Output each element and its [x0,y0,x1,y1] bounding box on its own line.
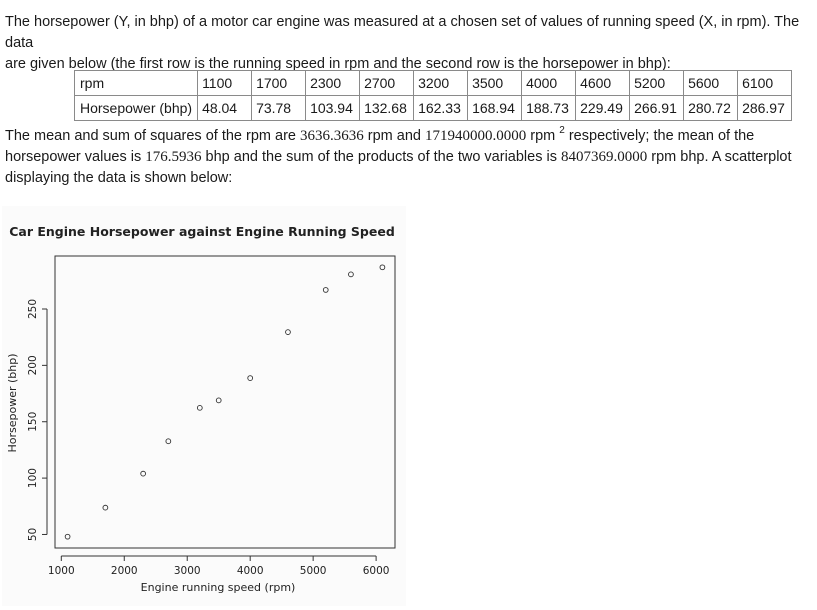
stats-text-3: rpm [526,128,560,144]
y-tick-label: 150 [27,411,39,432]
axes [27,299,389,577]
data-point [103,505,108,510]
scatterplot [2,206,406,606]
x-tick-label: 2000 [110,565,138,577]
rpm-row-label: rpm [75,71,198,96]
data-table [74,70,792,121]
y-tick-label: 250 [27,298,39,320]
stats-text-5: horsepower values is [5,149,146,165]
data-point [141,471,146,476]
stats-text-8: displaying the data is shown below: [5,170,233,186]
scatterplot-svg [2,206,406,606]
intro-line-1: The horsepower (Y, in bhp) of a motor car engine was measured at a chosen set of values of running speed (X, in rpm). The data [5,14,800,51]
rpm-cell: 3500 [468,71,522,96]
exponent: 2 [559,125,565,137]
horsepower-cell: 229.49 [576,96,630,121]
rpm-cell: 1100 [198,71,252,96]
data-point [216,398,221,403]
stats-text-6: bhp and the sum of the products of the two variables is [201,149,561,165]
horsepower-cell: 286.97 [738,96,792,121]
horsepower-cell: 168.94 [468,96,522,121]
horsepower-cell: 188.73 [522,96,576,121]
rpm-cell: 4000 [522,71,576,96]
horsepower-cell: 132.68 [360,96,414,121]
data-point [349,272,354,277]
x-tick-label: 6000 [362,565,390,577]
y-axis-label: Horsepower (bhp) [6,353,19,453]
chart-title: Car Engine Horsepower against Engine Running Speed [9,224,395,239]
data-point [166,439,171,444]
x-tick-label: 1000 [47,565,75,577]
stats-text-1: The mean and sum of squares of the rpm are [5,128,300,144]
rpm-cell: 5200 [630,71,684,96]
rpm-cell: 4600 [576,71,630,96]
mean-hp-value: 176.5936 [145,149,202,165]
horsepower-row [75,96,792,121]
x-axis-label: Engine running speed (rpm) [140,581,296,594]
horsepower-cell: 266.91 [630,96,684,121]
plot-frame [55,256,395,548]
rpm-cell: 6100 [738,71,792,96]
data-point [197,405,202,410]
rpm-cell: 2700 [360,71,414,96]
stats-text-2: rpm and [363,128,425,144]
data-points [65,265,385,539]
horsepower-cell: 73.78 [252,96,306,121]
rpm-row [75,71,792,96]
rpm-cell: 3200 [414,71,468,96]
y-tick-label: 200 [27,355,39,376]
x-tick-label: 5000 [299,565,327,577]
ss-rpm-value: 171940000.0000 [424,128,527,144]
sum-products-value: 8407369.0000 [560,149,648,165]
horsepower-cell: 48.04 [198,96,252,121]
stats-text-7: rpm bhp. A scatterplot [647,149,792,165]
data-point [248,376,253,381]
data-point [286,330,291,335]
data-point [323,288,328,293]
data-point [65,534,70,539]
stats-text-4: respectively; the mean of the [564,128,755,144]
horsepower-cell: 103.94 [306,96,360,121]
stats-paragraph [5,126,813,189]
intro-line-2: are given below (the first row is the running speed in rpm and the second row is the horsepower in bhp): [5,56,671,72]
x-tick-label: 3000 [173,565,201,577]
horsepower-cell: 162.33 [414,96,468,121]
y-tick-label: 100 [27,468,39,489]
rpm-cell: 1700 [252,71,306,96]
data-point [380,265,385,270]
x-tick-label: 4000 [236,565,264,577]
horsepower-row-label: Horsepower (bhp) [75,96,198,121]
mean-rpm-value: 3636.3636 [299,128,364,144]
rpm-cell: 2300 [306,71,360,96]
rpm-cell: 5600 [684,71,738,96]
y-tick-label: 50 [27,527,39,542]
intro-paragraph [5,12,813,75]
horsepower-cell: 280.72 [684,96,738,121]
